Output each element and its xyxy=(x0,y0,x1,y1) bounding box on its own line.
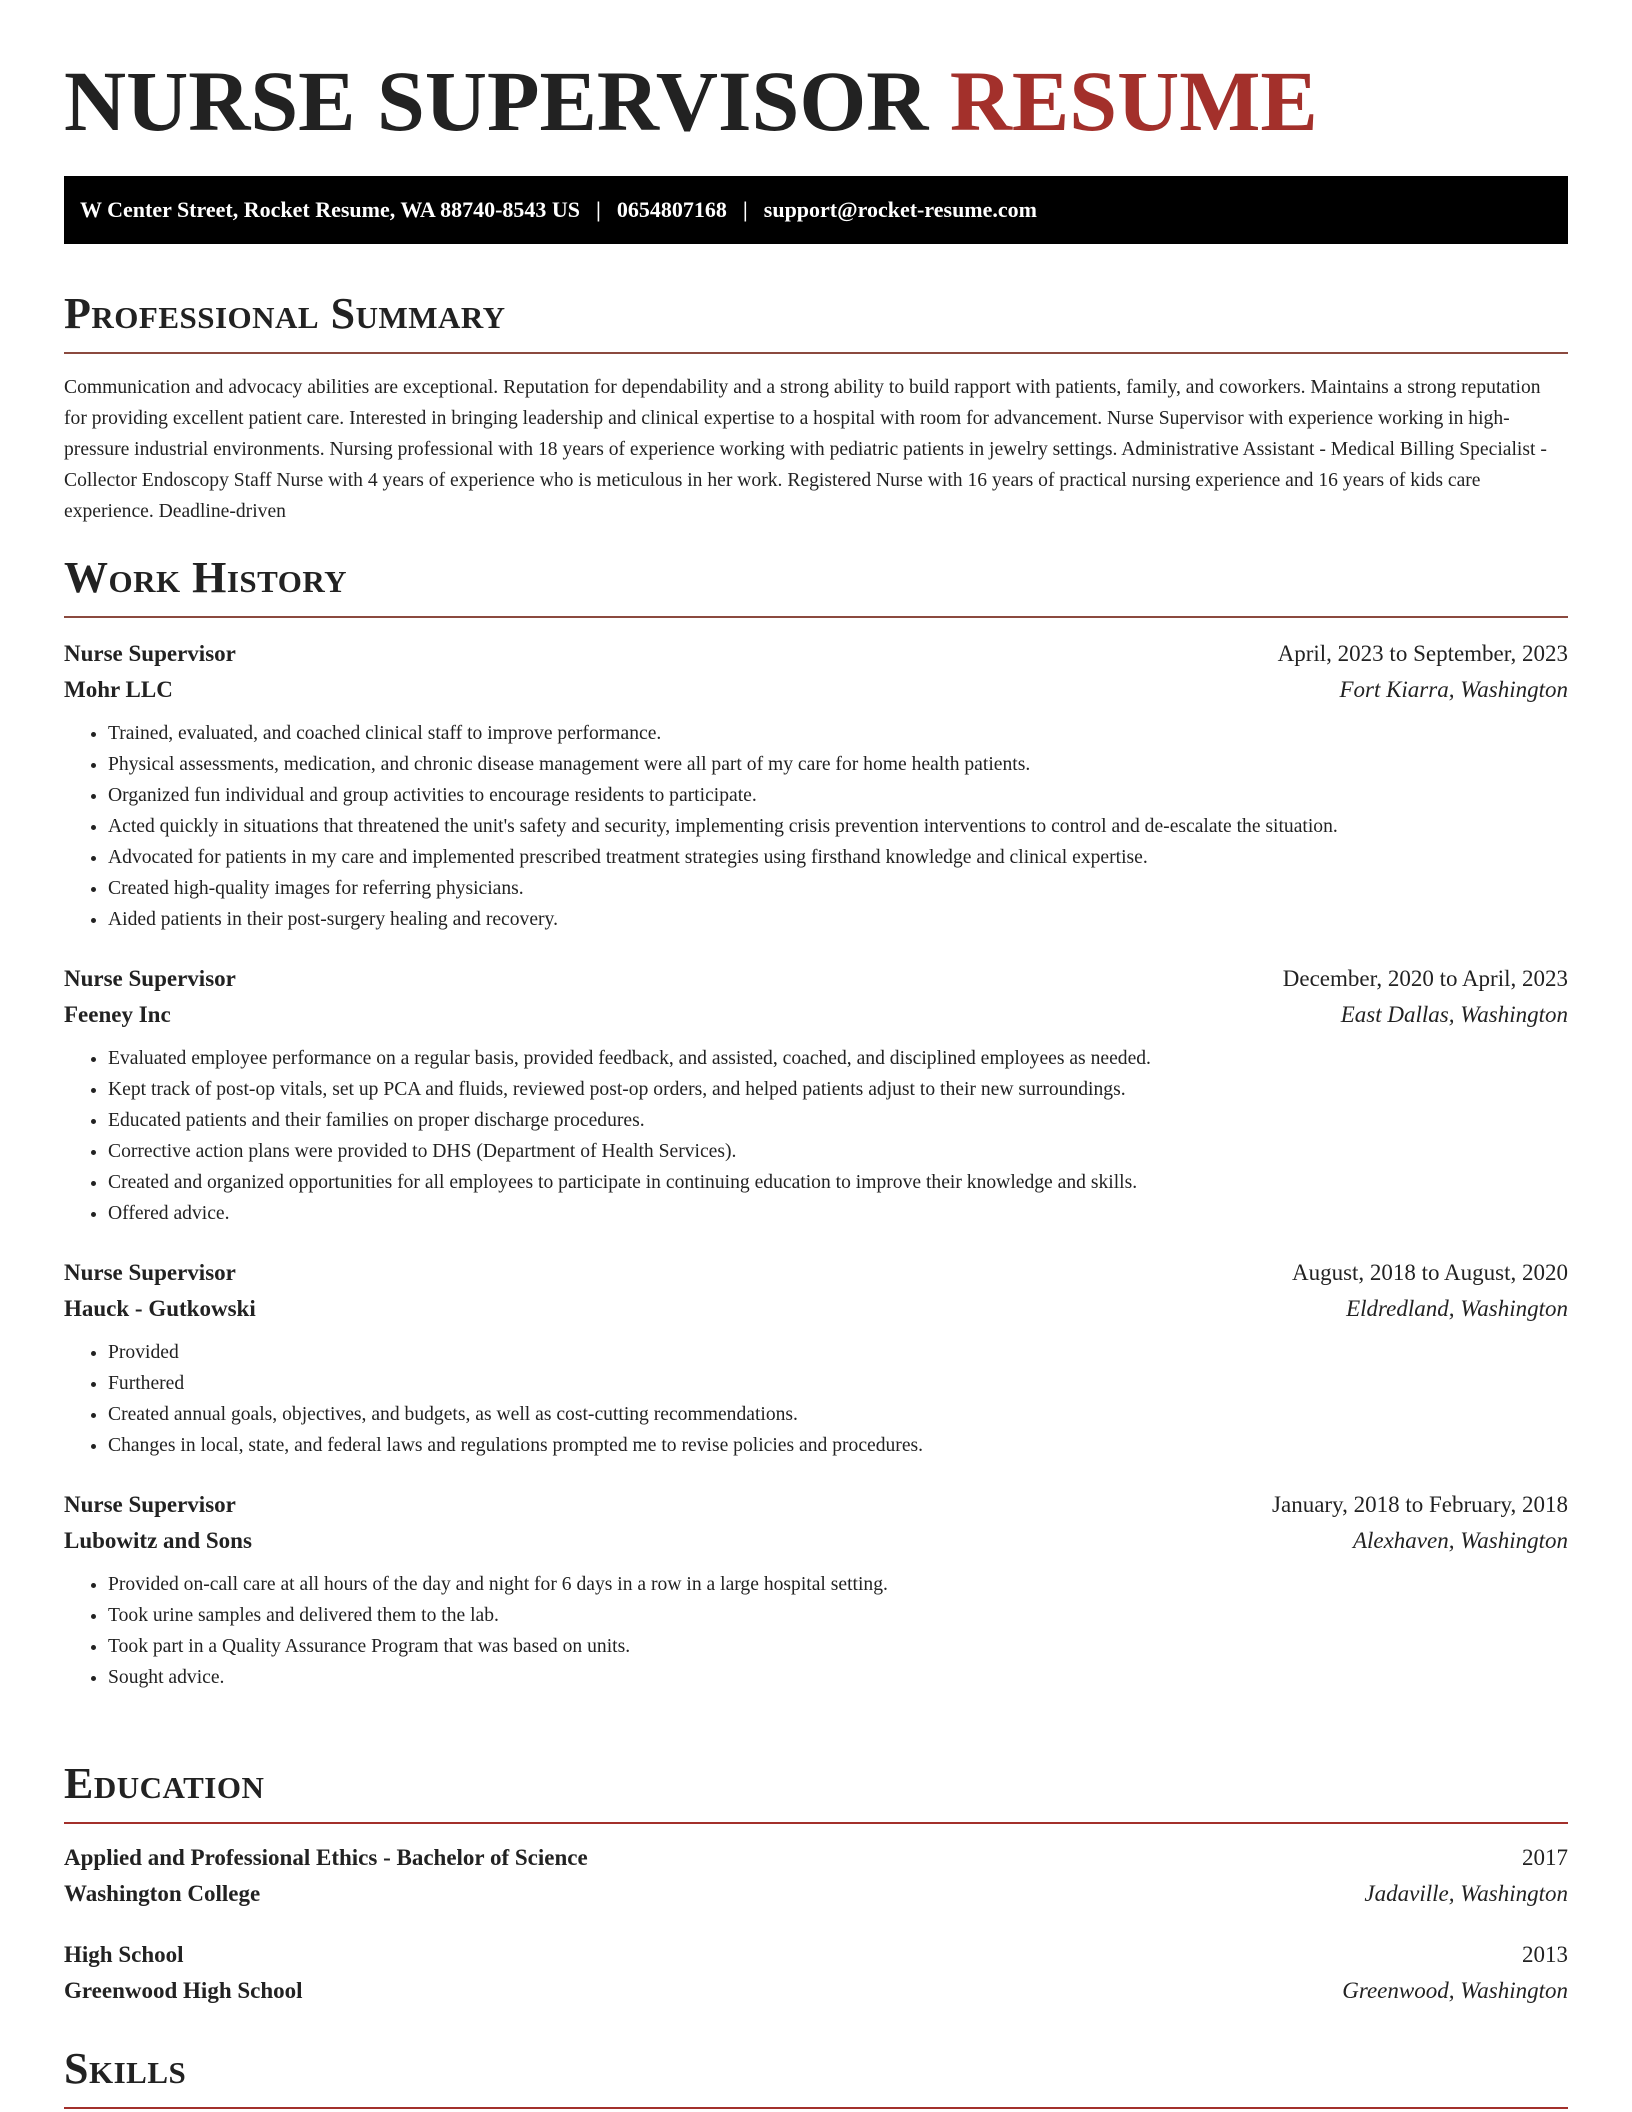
job-location: Fort Kiarra, Washington xyxy=(1339,677,1568,702)
list-item: • Offered advice. xyxy=(108,1198,1568,1229)
job-location: East Dallas, Washington xyxy=(1340,1002,1568,1027)
contact-separator: | xyxy=(596,197,601,222)
education-year: 2013 xyxy=(1522,1942,1568,1967)
job-subheader xyxy=(64,672,1568,708)
education-heading: Education xyxy=(64,1759,265,1808)
job-bullets xyxy=(64,1569,1568,1693)
job-header xyxy=(64,1255,1568,1291)
title-resume: RESUME xyxy=(949,53,1318,149)
list-item: • Changes in local, state, and federal laws and regulations prompted me to revise policies and procedures. xyxy=(108,1430,1568,1461)
job-title: Nurse Supervisor xyxy=(64,641,236,666)
job-company: Mohr LLC xyxy=(64,677,173,702)
contact-phone: 0654807168 xyxy=(616,197,727,222)
list-item: • Provided xyxy=(108,1337,1568,1368)
list-item: • Created high-quality images for referring physicians. xyxy=(108,873,1568,904)
list-item: • Created annual goals, objectives, and budgets, as well as cost-cutting recommendations. xyxy=(108,1399,1568,1430)
work-history-heading: Work History xyxy=(64,553,348,602)
list-item: • Trained, evaluated, and coached clinical staff to improve performance. xyxy=(108,718,1568,749)
skills-heading: Skills xyxy=(64,2044,187,2093)
contact-email: support@rocket-resume.com xyxy=(763,197,1037,222)
contact-address: W Center Street, Rocket Resume, WA 88740-8543 US xyxy=(80,197,581,222)
education-header xyxy=(64,1937,1568,1973)
list-item: • Advocated for patients in my care and implemented prescribed treatment strategies using firsthand knowledge and clinical expertise. xyxy=(108,842,1568,873)
list-item: • Created and organized opportunities for all employees to participate in continuing education to improve their knowledge and skills. xyxy=(108,1167,1568,1198)
job-bullets xyxy=(64,718,1568,935)
section-divider xyxy=(64,2107,1568,2109)
list-item: • Educated patients and their families on proper discharge procedures. xyxy=(108,1105,1568,1136)
list-item: • Aided patients in their post-surgery healing and recovery. xyxy=(108,904,1568,935)
education-degree: Applied and Professional Ethics - Bachelor of Science xyxy=(64,1845,588,1870)
summary-section xyxy=(64,289,1568,527)
job-entry xyxy=(64,1487,1568,1693)
education-subheader xyxy=(64,1973,1568,2009)
job-bullets xyxy=(64,1043,1568,1229)
job-title: Nurse Supervisor xyxy=(64,1492,236,1517)
job-company: Hauck - Gutkowski xyxy=(64,1296,256,1321)
education-subheader xyxy=(64,1876,1568,1912)
list-item: • Took urine samples and delivered them to the lab. xyxy=(108,1600,1568,1631)
job-entry xyxy=(64,961,1568,1229)
education-location: Jadaville, Washington xyxy=(1364,1881,1568,1906)
section-divider xyxy=(64,1822,1568,1824)
job-header xyxy=(64,636,1568,672)
job-header xyxy=(64,1487,1568,1523)
list-item: • Physical assessments, medication, and chronic disease management were all part of my care for home health patients. xyxy=(108,749,1568,780)
job-title: Nurse Supervisor xyxy=(64,966,236,991)
section-divider xyxy=(64,616,1568,618)
list-item: • Provided on-call care at all hours of the day and night for 6 days in a row in a large hospital setting. xyxy=(108,1569,1568,1600)
job-subheader xyxy=(64,997,1568,1033)
education-year: 2017 xyxy=(1522,1845,1568,1870)
contact-separator: | xyxy=(742,197,748,222)
list-item: • Took part in a Quality Assurance Program that was based on units. xyxy=(108,1631,1568,1662)
list-item: • Organized fun individual and group activities to encourage residents to participate. xyxy=(108,780,1568,811)
list-item: • Furthered xyxy=(108,1368,1568,1399)
summary-text: Communication and advocacy abilities are exceptional. Reputation for dependability and a strong ability to build rapport with patients, family, and coworkers. Maintains a strong reputation for providing excellent patient care. Interested in bringing leadership and clinical expertise to a hospital with room for advancement. Nurse Supervisor with experience working in high-pressure industrial environments. Nursing professional with 18 years of experience working with pediatric patients in jewelry settings. Administrative Assistant - Medical Billing Specialist - Collector Endoscopy Staff Nurse with 4 years of experience who is meticulous in her work. Registered Nurse with 16 years of practical nursing experience and 16 years of kids care experience. Deadline-driven xyxy=(64,377,1547,522)
education-school: Greenwood High School xyxy=(64,1978,303,2003)
education-header xyxy=(64,1840,1568,1876)
list-item: • Corrective action plans were provided to DHS (Department of Health Services). xyxy=(108,1136,1568,1167)
job-bullets xyxy=(64,1337,1568,1461)
education-degree: High School xyxy=(64,1942,184,1967)
education-section xyxy=(64,1759,1568,2009)
education-location: Greenwood, Washington xyxy=(1342,1978,1568,2003)
job-company: Lubowitz and Sons xyxy=(64,1528,252,1553)
job-entry xyxy=(64,636,1568,935)
job-dates: December, 2020 to April, 2023 xyxy=(1282,966,1568,991)
job-location: Eldredland, Washington xyxy=(1346,1296,1568,1321)
work-history-section xyxy=(64,553,1568,1693)
summary-heading: Professional Summary xyxy=(64,289,506,338)
education-school: Washington College xyxy=(64,1881,261,1906)
resume-title xyxy=(64,53,1568,149)
title-role: NURSE SUPERVISOR xyxy=(64,53,929,149)
skills-section xyxy=(64,2044,1568,2109)
education-entry xyxy=(64,1840,1568,1912)
resume-page xyxy=(64,0,1568,2093)
job-location: Alexhaven, Washington xyxy=(1352,1528,1568,1553)
list-item: • Kept track of post-op vitals, set up PCA and fluids, reviewed post-op orders, and helped patients adjust to their new surroundings. xyxy=(108,1074,1568,1105)
job-title: Nurse Supervisor xyxy=(64,1260,236,1285)
job-entry xyxy=(64,1255,1568,1461)
list-item: • Acted quickly in situations that threatened the unit's safety and security, implementing crisis prevention interventions to control and de-escalate the situation. xyxy=(108,811,1568,842)
section-divider xyxy=(64,352,1568,354)
job-subheader xyxy=(64,1523,1568,1559)
education-entry xyxy=(64,1937,1568,2009)
contact-bar xyxy=(64,176,1568,244)
job-dates: August, 2018 to August, 2020 xyxy=(1291,1260,1568,1285)
list-item: • Evaluated employee performance on a regular basis, provided feedback, and assisted, coached, and disciplined employees as needed. xyxy=(108,1043,1568,1074)
job-company: Feeney Inc xyxy=(64,1002,171,1027)
list-item: • Sought advice. xyxy=(108,1662,1568,1693)
job-dates: January, 2018 to February, 2018 xyxy=(1272,1492,1568,1517)
job-header xyxy=(64,961,1568,997)
job-dates: April, 2023 to September, 2023 xyxy=(1277,641,1568,666)
job-subheader xyxy=(64,1291,1568,1327)
